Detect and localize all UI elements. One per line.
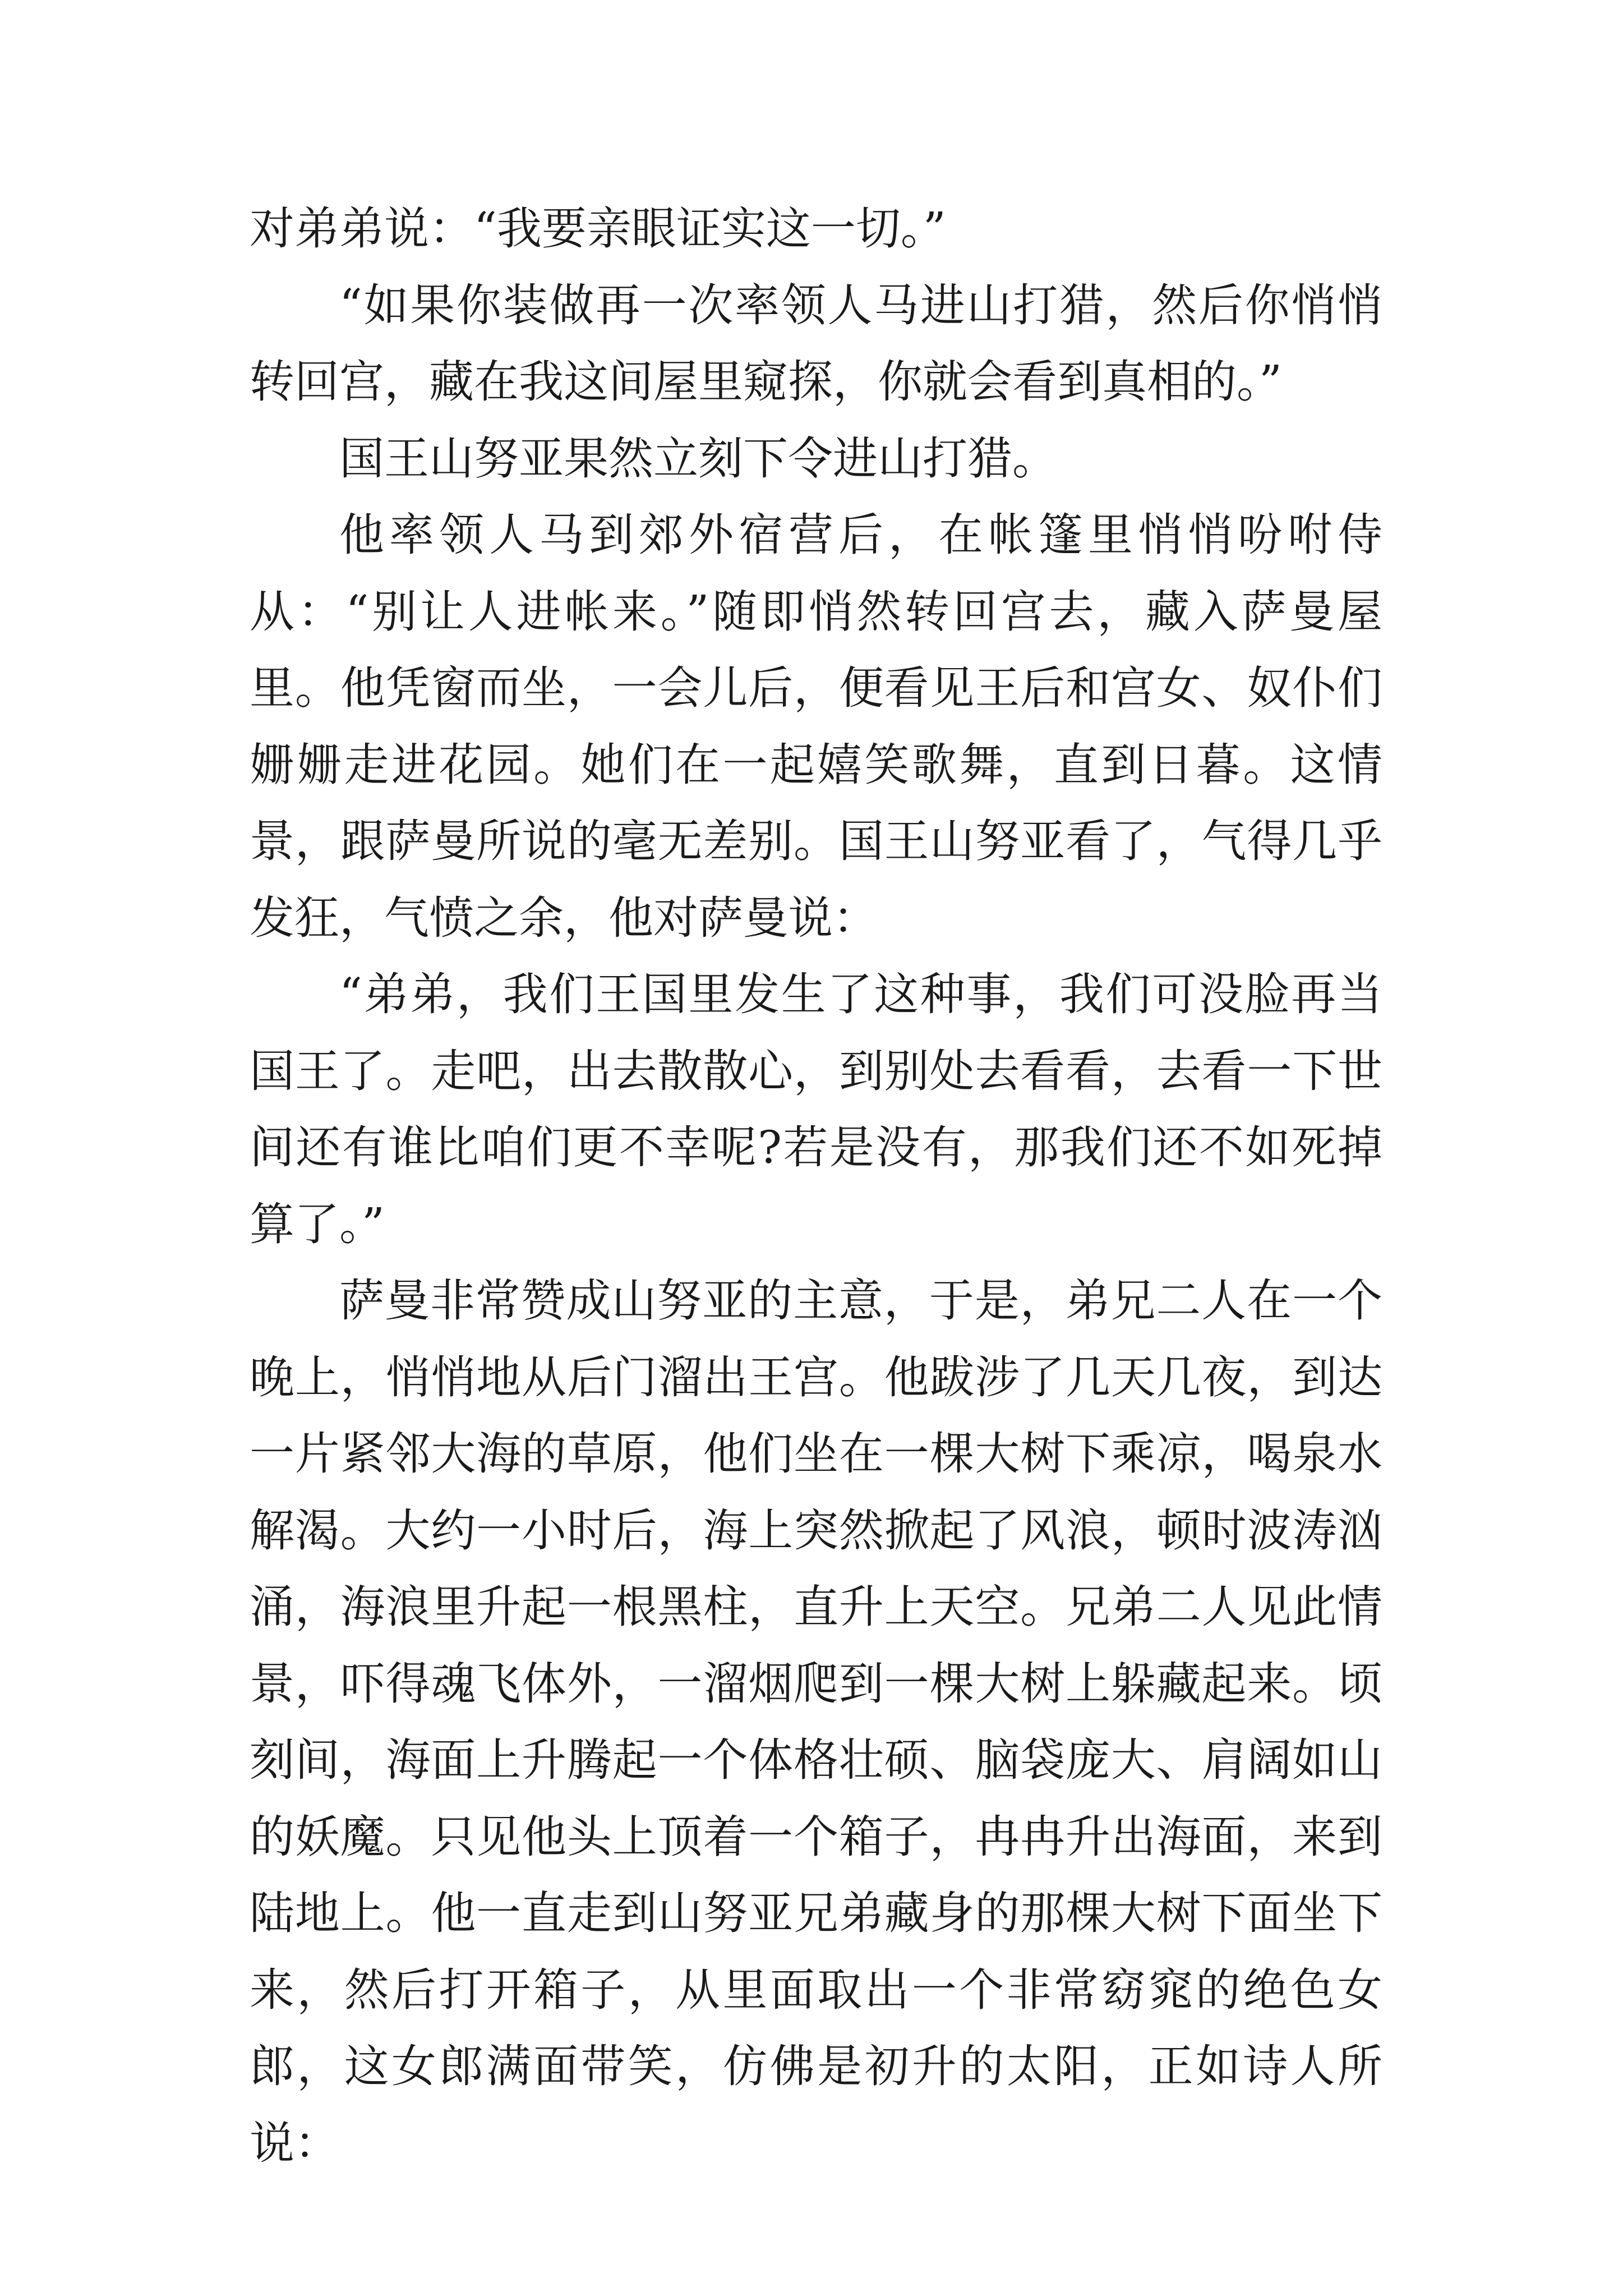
paragraph: 对弟弟说：“我要亲眼证实这一切。” xyxy=(250,203,946,255)
paragraph: “弟弟，我们王国里发生了这种事，我们可没脸再当国王了。走吧，出去散散心，到别处去看看，去看一下世间还有谁比咱们更不幸呢?若是没有，那我们还不如死掉算了。” xyxy=(250,968,1382,1250)
body-text xyxy=(250,191,1382,2182)
paragraph: 萨曼非常赞成山努亚的主意，于是，弟兄二人在一个晚上，悄悄地从后门溜出王宫。他跋涉了几天几夜，到达一片紧邻大海的草原，他们坐在一棵大树下乘凉，喝泉水解渴。大约一小时后，海上突然掀起了风浪，顿时波涛汹涌，海浪里升起一根黑柱，直升上天空。兄弟二人见此情景，吓得魂飞体外，一溜烟爬到一棵大树上躲藏起来。顷刻间，海面上升腾起一个体格壮硕、脑袋庞大、肩阔如山的妖魔。只见他头上顶着一个箱子，冉冉升出海面，来到陆地上。他一直走到山努亚兄弟藏身的那棵大树下面坐下来，然后打开箱子，从里面取出一个非常窈窕的绝色女郎，这女郎满面带笑，仿佛是初升的太阳，正如诗人所说： xyxy=(250,1274,1382,2169)
paragraph: “如果你装做再一次率领人马进山打猎，然后你悄悄转回宫，藏在我这间屋里窥探，你就会看到真相的。” xyxy=(250,279,1382,408)
paragraph: 国王山努亚果然立刻下令进山打猎。 xyxy=(339,432,1057,485)
paragraph: 他率领人马到郊外宿营后，在帐篷里悄悄吩咐侍从：“别让人进帐来。”随即悄然转回宫去，藏入萨曼屋里。他凭窗而坐，一会儿后，便看见王后和宫女、奴仆们姗姗走进花园。她们在一起嬉笑歌舞，直到日暮。这情景，跟萨曼所说的毫无差别。国王山努亚看了，气得几乎发狂，气愤之余，他对萨曼说： xyxy=(250,509,1382,944)
